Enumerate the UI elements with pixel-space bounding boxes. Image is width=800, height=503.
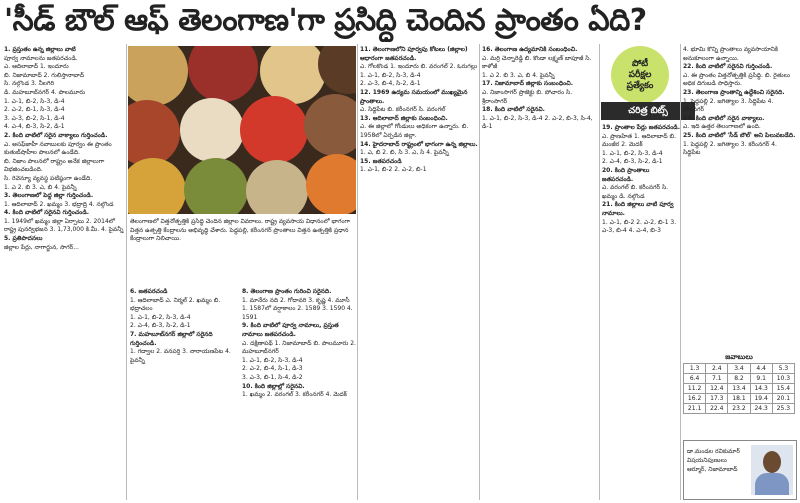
question-heading: 3. తెలంగాణలో పెద్ద జిల్లా గుర్తించండి. xyxy=(4,192,94,200)
author-photo-head xyxy=(763,451,781,473)
answer-cell: 19.4 xyxy=(750,394,772,404)
answer-cell: 23.2 xyxy=(728,404,750,414)
answer-cell: 12.4 xyxy=(706,384,728,394)
topic-badge xyxy=(611,46,669,104)
question-text: సి. నల్గొండ 3. నీలగిరి xyxy=(4,80,55,88)
answer-cell: 16.2 xyxy=(684,394,706,404)
question-heading: 19. ప్రాంతాల పేర్లు జతపరచండి. xyxy=(602,124,680,131)
question-text: ఎ. ఆదిలాబాద్ 1. ఇందూరు xyxy=(4,63,69,71)
answer-cell: 13.4 xyxy=(728,384,750,394)
question-text: 1. గద్వాల 2. వనపర్తి 3. నారాయణపేట 4. పైవన్నీ xyxy=(130,348,231,364)
badge-line: పరీక్షల xyxy=(628,69,652,80)
question-text: 1. ఎ-1, బి-2, సి-3, డి-4 2. ఎ-2, బి-3, సి-4, డి-1 xyxy=(482,114,593,131)
column-questions-7 xyxy=(683,46,796,350)
page-title: 'సీడ్ బౌల్ ఆఫ్ తెలంగాణ'గా ప్రసిద్ధి చెందిన ప్రాంతం ఏది? xyxy=(4,3,647,38)
question-heading: 10. కింది జిల్లాల్లో సరైనవి. xyxy=(242,382,305,390)
answer-cell: 15.4 xyxy=(772,384,794,394)
question-text: 1. ఎ-1, బి-2, సి-3, డి-4 xyxy=(4,97,65,105)
question-text: ఎ. వరంగల్ బి. కరీంనగర్ సి. ఖమ్మం డి. నల్గొండ xyxy=(602,184,669,200)
author-photo xyxy=(751,445,793,495)
question-heading: 21. కింది జిల్లాలు వాటి పూర్వ నామాలు. xyxy=(602,201,674,217)
question-text: 2. ఎ-2, బి-1, సి-3, డి-4 xyxy=(4,106,65,114)
question-heading: 7. మహబూబ్‌నగర్ జిల్లాలో సరైనది గుర్తించండి. xyxy=(130,330,213,347)
question-text: 1. ఎ-1, బి-2, సి-3, డి-4 xyxy=(360,71,421,79)
photo-caption: తెలంగాణలో విత్తనోత్పత్తికి ప్రసిద్ధి చెందిన జిల్లాల వివరాలు. రాష్ట్ర వ్యవసాయ విధానంలో భాగంగా విత్తన ఉత్పత్తి కేంద్రాలను అభివృద్ధి చేశారు. పెద్దపల్లి, కరీంనగర్ ప్రాంతాలు విత్తన ఉత్పత్తికి ప్రధాన కేంద్రాలుగా నిలిచాయి. xyxy=(130,218,351,243)
question-text: డి. మహబూబ్‌నగర్ 4. పాలమూరు xyxy=(4,88,86,96)
question-text: ఎ. ఈ జిల్లాలో గోండులు అధికంగా ఉన్నారు. బి. 1958లో ఏర్పడిన జిల్లా. xyxy=(360,123,469,139)
author-role: విషయనిపుణులు xyxy=(687,457,727,464)
answer-key-title: జవాబులు xyxy=(725,353,753,361)
question-text: 1. 1587లో వర్షాకాలం 2. 1589 3. 1590 4. 1591 xyxy=(242,305,353,321)
question-text: 1. ఖమ్మం 2. వరంగల్ 3. కరీంనగర్ 4. మెదక్ xyxy=(242,391,347,399)
question-text: సి. రెవెన్యూ వ్యవస్థ పటిష్ఠంగా ఉండేది. xyxy=(4,174,93,182)
question-heading: 14. హైదరాబాద్ రాష్ట్రంలో భాగంగా ఉన్న జిల్లాలు. xyxy=(360,140,478,148)
answer-cell: 24.3 xyxy=(750,404,772,414)
question-text: ఎ. సిద్దిపేట బి. కరీంనగర్ సి. వరంగల్ xyxy=(360,106,446,114)
question-heading: 5. ప్రతిపాదనలు xyxy=(4,235,43,243)
answer-row xyxy=(684,394,795,404)
question-heading: 15. జతపరచండి xyxy=(360,157,402,165)
question-text: 1. ఎ-1, బి-2 2. ఎ-2, బి-1 xyxy=(360,166,427,174)
question-text: ఎ. ప్రాణహిత 1. ఆదిలాబాద్ బి. మంజీర 2. మెదక్ xyxy=(602,132,677,149)
question-text: 1. ఆదిలాబాద్ 2. ఖమ్మం 3. భద్రాద్రి 4. నల్గొండ xyxy=(4,200,114,208)
question-text: 4. భూమి కొన్ని ప్రాంతాలు వ్యవసాయానికి అనుకూలంగా ఉన్నాయి. xyxy=(683,46,779,62)
answer-cell: 22.4 xyxy=(706,404,728,414)
badge-line: ప్రత్యేకం xyxy=(626,80,654,91)
question-text: ఎ. గోలకొండ 1. ఇందూరు బి. వరంగల్ 2. ఓరుగల్లు xyxy=(360,63,478,71)
question-text: పూర్వ నామాలను జతపరచండి. xyxy=(4,54,78,62)
question-heading: 24. కింది వాటిలో సరైన వాక్యాలు. xyxy=(683,114,765,122)
column-questions-3 xyxy=(242,288,356,500)
question-text: 1. ఎ 2. బి 3. ఎ, బి 4. పైవన్నీ xyxy=(482,71,555,79)
bean-bowl xyxy=(246,160,308,214)
author-box xyxy=(683,440,797,500)
question-text: బి. నిజామాబాద్ 2. గులిస్తానాబాద్ xyxy=(4,71,85,79)
answer-cell: 6.4 xyxy=(684,374,706,384)
question-text: ఎ. మర్రి చెన్నారెడ్డి బి. కొండా లక్ష్మణ్ బాపూజీ సి. కాళోజీ xyxy=(482,54,592,71)
column-divider xyxy=(126,44,127,500)
column-questions-1 xyxy=(4,46,124,500)
question-text: 1. ఎ-1, బి-2, సి-3, డి-4 xyxy=(242,356,303,364)
question-heading: 13. ఆదిలాబాద్ జిల్లాకు సంబంధించి. xyxy=(360,114,448,122)
question-text: ఎ. దక్షిణాపథ్ 1. నిజామాబాద్ బి. పాలమూరు 2. మహబూబ్‌నగర్ xyxy=(242,339,356,356)
answer-cell: 25.3 xyxy=(772,404,794,414)
column-divider xyxy=(357,44,358,500)
bean-bowl xyxy=(128,100,180,166)
question-heading: 16. తెలంగాణ ఉద్యమానికి సంబంధించి. xyxy=(482,46,578,53)
answer-cell: 2.4 xyxy=(706,364,728,374)
question-text: 1. ఎ 2. బి 3. ఎ, బి 4. పైవన్నీ xyxy=(4,183,77,191)
question-text: ఎ. ఈ ప్రాంతం విత్తనోత్పత్తికి ప్రసిద్ధి. బి. రైతులు అధిక దిగుబడి సాధిస్తారు. xyxy=(683,71,790,88)
question-text: 2. ఎ-3, బి-4, సి-2, డి-1 xyxy=(360,80,421,88)
bean-bowl xyxy=(180,98,244,162)
question-text: ఎ. నిజాంసాగర్ ప్రాజెక్టు బి. పోచారం సి. శ్రీరాంసాగర్ xyxy=(482,88,573,105)
column-questions-4 xyxy=(360,46,478,500)
answer-cell: 4.4 xyxy=(750,364,772,374)
question-heading: 25. కింది వాటిలో 'సీడ్ బౌల్' అని పిలువబడేది. xyxy=(683,131,796,139)
question-heading: 11. తెలంగాణలోని పూర్వపు కోటలు (జిల్లాల) ఆధారంగా జతపరచండి. xyxy=(360,46,468,62)
author-photo-shirt xyxy=(755,473,789,495)
author-name: డా.మండల రవికుమార్ xyxy=(687,448,740,455)
answer-key-table xyxy=(683,353,795,414)
column-divider xyxy=(479,44,480,500)
question-heading: 4. కింది వాటిలో సరైనవి గుర్తించండి. xyxy=(4,209,90,217)
question-heading: 9. కింది వాటిలో పూర్వ నామాలు, ప్రస్తుత నామాలు జతపరచండి. xyxy=(242,322,339,338)
bean-bowl xyxy=(318,46,356,94)
column-divider xyxy=(680,44,681,500)
answer-cell: 3.4 xyxy=(728,364,750,374)
question-text: జిల్లాల పేర్లు, నాగార్జున, సాగర్... xyxy=(4,243,79,251)
question-heading: 12. 1969 ఉద్యమ సమయంలో ముఖ్యమైన ప్రాంతాలు. xyxy=(360,88,468,105)
question-text: 2. ఎ-2, బి-4, సి-1, డి-3 xyxy=(242,365,303,373)
question-text: 3. ఎ-3, బి-2, సి-1, డి-4 xyxy=(4,114,65,122)
question-text: 1. 1949లో ఖమ్మం జిల్లా ఏర్పాటు 2. 2014లో రాష్ట్ర పునర్విభజన 3. 1,73,000 కి.మీ. 4. పైవన్నీ xyxy=(4,217,124,234)
question-heading: 1. ప్రస్తుతం ఉన్న జిల్లాలు వాటి xyxy=(4,46,76,53)
section-ribbon: చరిత్ర బిట్స్ xyxy=(601,102,695,120)
question-text: 2. ఎ-4, బి-3, సి-2, డి-1 xyxy=(130,322,191,330)
bean-bowl xyxy=(128,158,186,214)
seed-bowls-photo xyxy=(128,46,356,214)
question-heading: 17. నిజామాబాద్ జిల్లాకు సంబంధించి. xyxy=(482,80,574,88)
column-questions-6 xyxy=(602,124,680,500)
question-heading: 8. తెలంగాణ ప్రాంతం గురించి సరైనది. xyxy=(242,288,332,295)
question-heading: 18. కింది వాటిలో సరైనవి. xyxy=(482,106,545,114)
answer-cell: 8.2 xyxy=(728,374,750,384)
question-heading: 22. కింది వాటిలో సరైనవి గుర్తించండి. xyxy=(683,63,773,71)
answer-row xyxy=(684,384,795,394)
question-text: 2. ఎ-4, బి-3, సి-2, డి-1 xyxy=(602,158,663,166)
question-text: 1. పెద్దపల్లి 2. జగిత్యాల 3. కరీంనగర్ 4. సిద్దిపేట xyxy=(683,140,777,157)
answer-row xyxy=(684,404,795,414)
question-text: 1. మానేరు నది 2. గోదావరి 3. కృష్ణ 4. మూసీ xyxy=(242,296,350,304)
bean-bowl xyxy=(188,46,258,102)
author-place: ఆర్మూర్, నిజామాబాద్ xyxy=(687,466,738,473)
column-divider xyxy=(599,44,600,500)
answer-cell: 9.1 xyxy=(750,374,772,384)
bean-bowl xyxy=(240,96,308,164)
question-text: ఎ. అసఫ్‌జాహీ నవాబులకు పూర్వం ఈ ప్రాంతం కుతుబ్‌షాహీల పాలనలో ఉండేది. xyxy=(4,140,112,157)
column-questions-2 xyxy=(130,288,238,500)
answer-cell: 1.3 xyxy=(684,364,706,374)
question-text: 3. ఎ-3, బి-1, సి-4, డి-2 xyxy=(242,373,303,381)
answer-cell: 10.3 xyxy=(772,374,794,384)
bean-bowl xyxy=(304,94,356,156)
question-text: 1. ఆదిలాబాద్ ఎ. నిర్మల్ 2. ఖమ్మం బి. భద్రాచలం xyxy=(130,296,221,313)
question-text: 4. ఎ-4, బి-3, సి-2, డి-1 xyxy=(4,123,65,131)
answer-cell: 14.3 xyxy=(750,384,772,394)
question-text: ఎ. ఇది ఉత్తర తెలంగాణలో ఉంది. xyxy=(683,123,761,131)
question-text: 1. పెద్దపల్లి 2. జగిత్యాల 3. సిద్దిపేట 4. కరీంనగర్ xyxy=(683,97,774,114)
question-text: 1. ఎ-1, బి-2, సి-3, డి-4 xyxy=(602,149,663,157)
question-heading: 23. తెలంగాణ ప్రాంతాన్ని ఉద్దేశించి సరైనది. xyxy=(683,88,785,96)
answer-cell: 20.1 xyxy=(772,394,794,404)
answer-cell: 7.1 xyxy=(706,374,728,384)
question-text: 1. ఎ, బి 2. బి, సి 3. ఎ, సి 4. పైవన్నీ xyxy=(360,149,449,157)
answer-cell: 5.3 xyxy=(772,364,794,374)
question-text: 1. ఎ-1, బి-2, సి-3, డి-4 xyxy=(130,313,191,321)
answer-cell: 11.2 xyxy=(684,384,706,394)
answer-cell: 21.1 xyxy=(684,404,706,414)
answer-cell: 17.3 xyxy=(706,394,728,404)
question-heading: 6. జతపరచండి xyxy=(130,288,168,295)
question-text: బి. నిజాం పాలనలో రాష్ట్రం అనేక జిల్లాలుగా విభజించబడింది. xyxy=(4,157,105,174)
question-text: 1. ఎ-1, బి-2 2. ఎ-2, బి-1 3. ఎ-3, బి-4 4. ఎ-4, బి-3 xyxy=(602,218,677,235)
question-heading: 2. కింది వాటిలో సరైన వాక్యాలు గుర్తించండి. xyxy=(4,131,108,139)
answer-row xyxy=(684,364,795,374)
bean-bowl xyxy=(128,46,188,106)
column-questions-5 xyxy=(482,46,598,500)
badge-line: పోటీ xyxy=(631,58,649,69)
question-heading: 20. కింది ప్రాంతాలు జతపరచండి. xyxy=(602,166,650,183)
bean-bowl xyxy=(184,158,248,214)
answer-row xyxy=(684,374,795,384)
answer-cell: 18.1 xyxy=(728,394,750,404)
bean-bowl xyxy=(306,154,356,214)
